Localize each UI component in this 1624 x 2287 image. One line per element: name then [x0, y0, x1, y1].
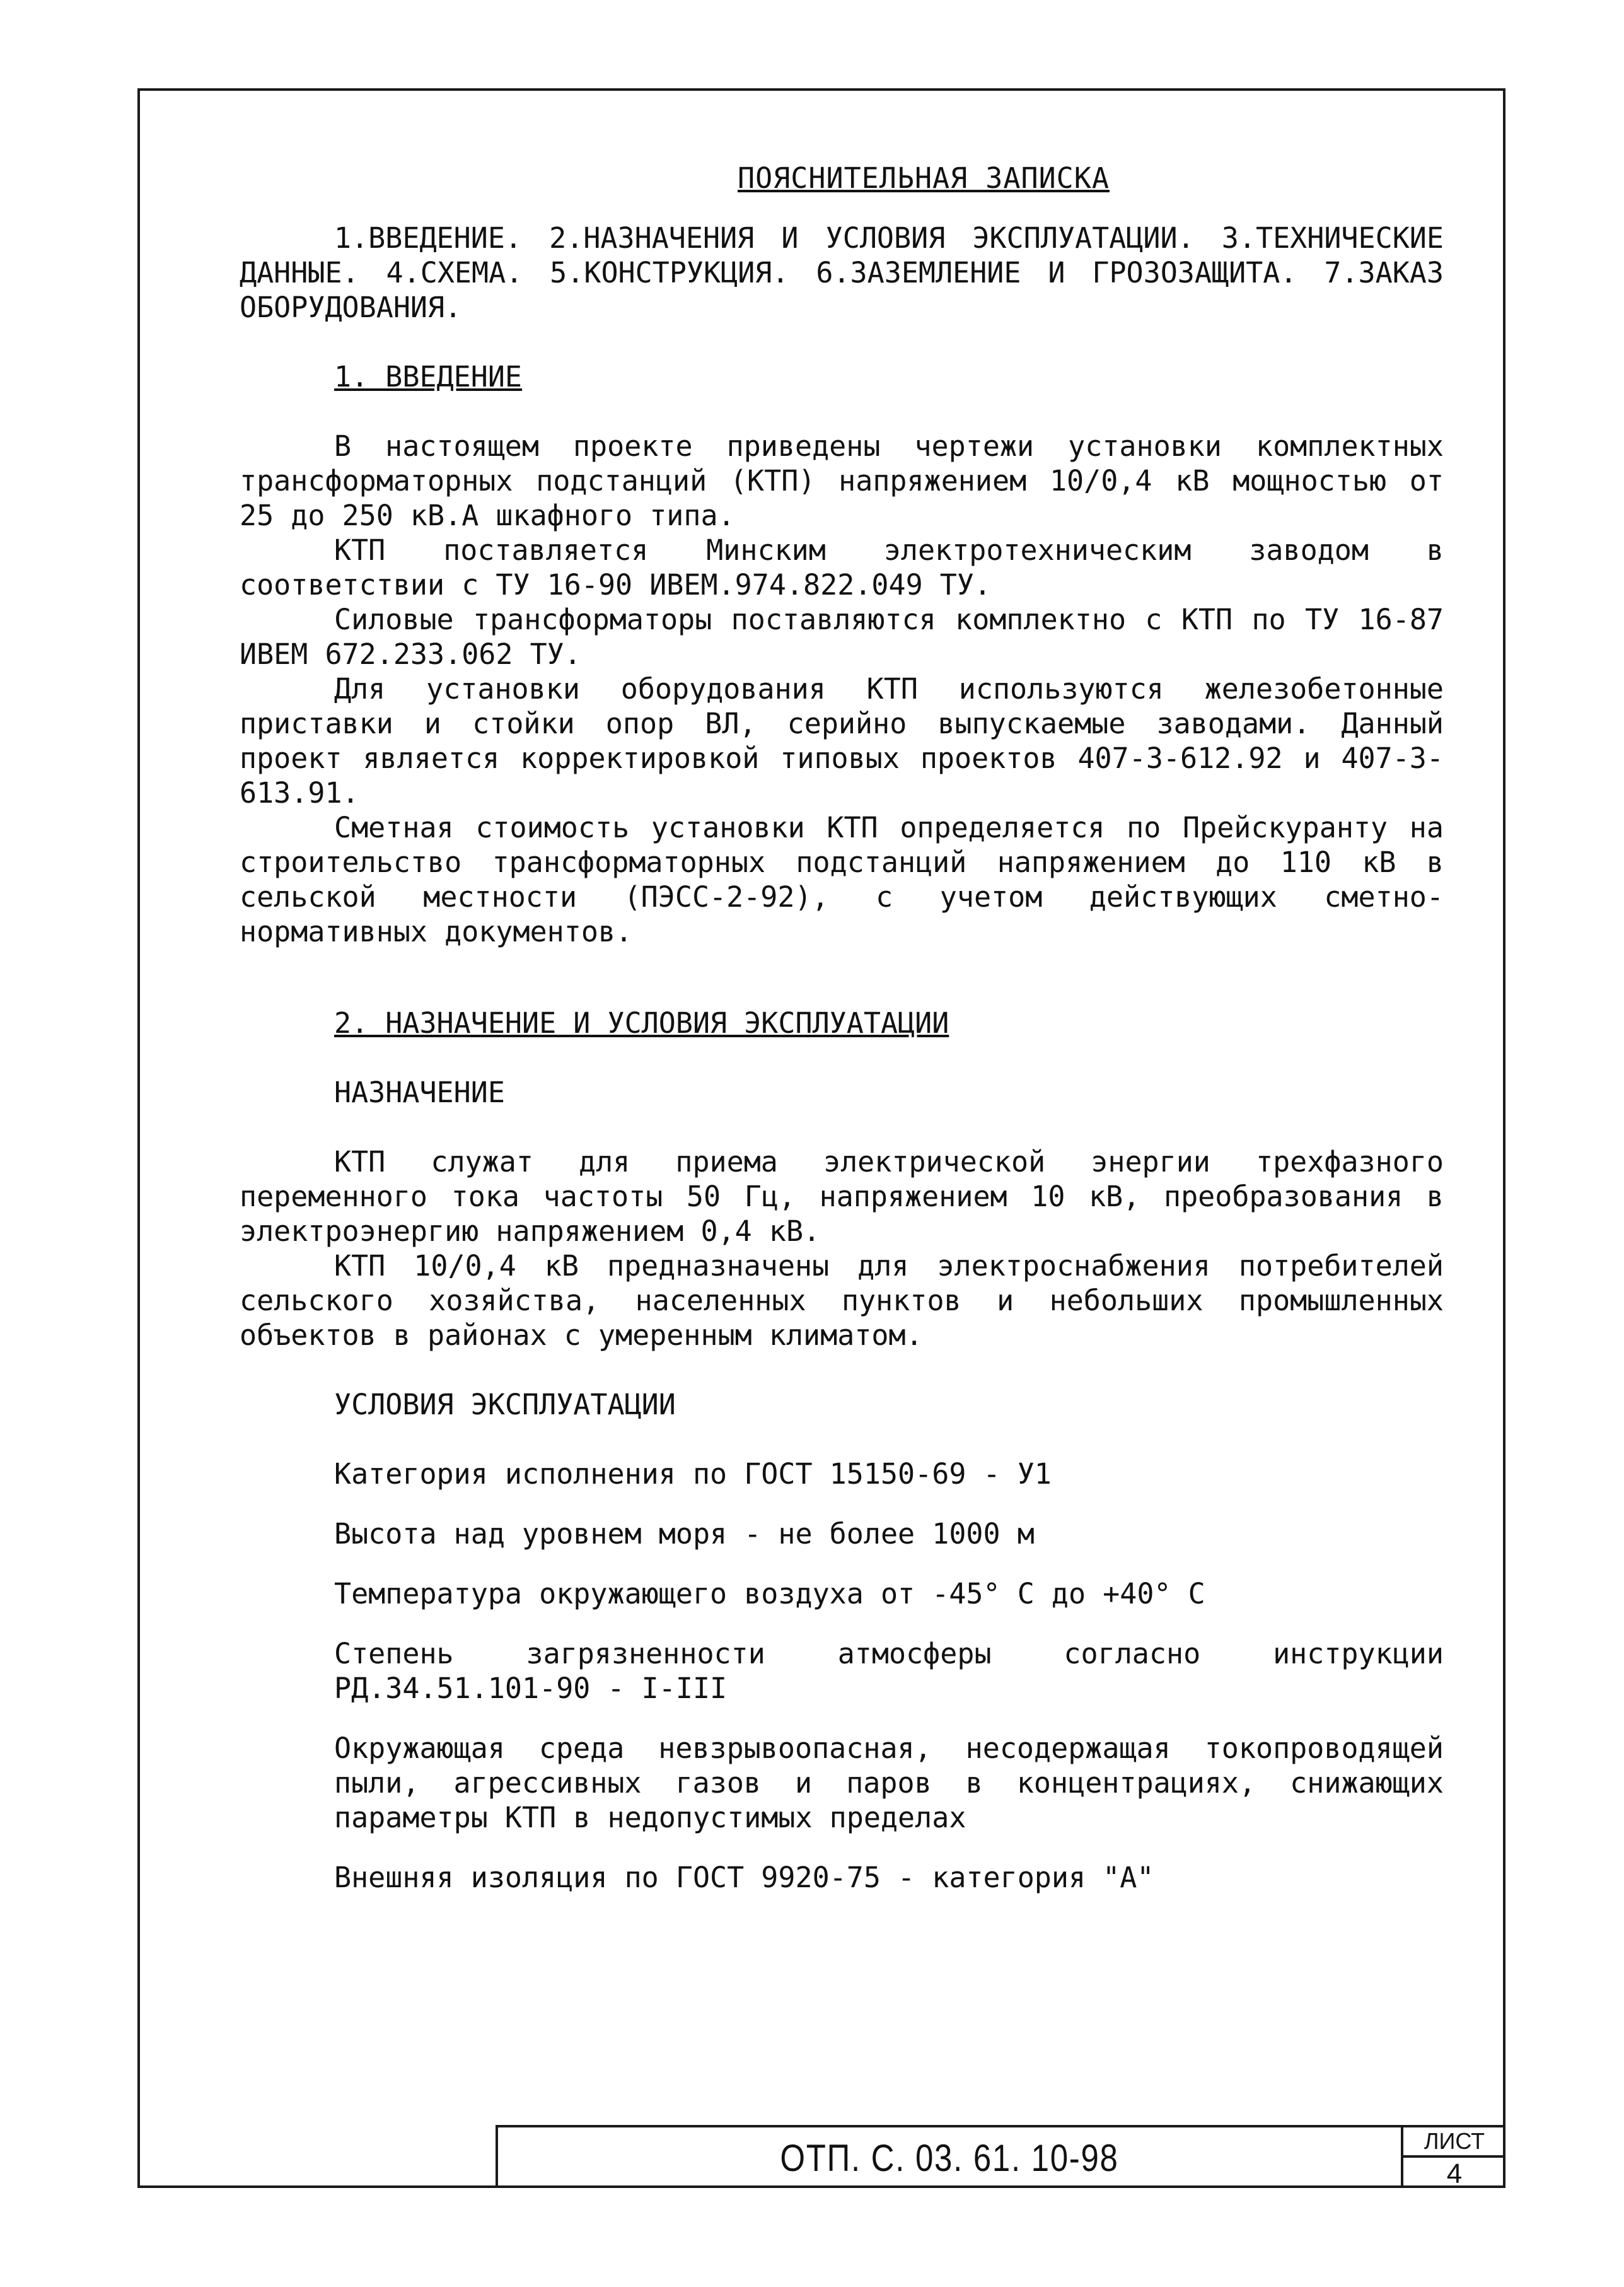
condition-item: Внешняя изоляция по ГОСТ 9920-75 - категория "А" — [334, 1861, 1154, 1894]
condition-item: Температура окружающего воздуха от -45° С до +40° С — [334, 1577, 1205, 1610]
section-2-heading: 2. НАЗНАЧЕНИЕ И УСЛОВИЯ ЭКСПЛУАТАЦИИ — [334, 1006, 949, 1040]
title-block — [496, 2125, 1505, 2188]
condition-item: Категория исполнения по ГОСТ 15150-69 - У1 — [334, 1457, 1052, 1491]
purpose-paragraph: КТП служат для приема электрической энергии трехфазного переменного тока частоты 50 Гц, напряжением 10 кВ, преобразования в электроэнергию напряжением 0,4 кВ. — [240, 1145, 1444, 1248]
document-title: ПОЯСНИТЕЛЬНАЯ ЗАПИСКА — [738, 161, 1110, 195]
section-1-paragraph: КТП поставляется Минским электротехническим заводом в соответствии с ТУ 16-90 ИВЕМ.974.822.049 ТУ. — [240, 533, 1444, 602]
sheet-cell — [1401, 2127, 1505, 2188]
sheet-label: ЛИСТ — [1403, 2127, 1505, 2158]
purpose-label: НАЗНАЧЕНИЕ — [334, 1076, 505, 1109]
sheet-number: 4 — [1446, 2158, 1463, 2189]
conditions-label: УСЛОВИЯ ЭКСПЛУАТАЦИИ — [334, 1388, 676, 1421]
section-1-paragraph: Силовые трансформаторы поставляются комплектно с КТП по ТУ 16-87 ИВЕМ 672.233.062 ТУ. — [240, 603, 1444, 671]
condition-item: Высота над уровнем моря - не более 1000 м — [334, 1517, 1035, 1551]
document-code: ОТП. С. 03. 61. 10-98 — [780, 2136, 1119, 2179]
table-of-contents: 1.ВВЕДЕНИЕ. 2.НАЗНАЧЕНИЯ И УСЛОВИЯ ЭКСПЛУАТАЦИИ. 3.ТЕХНИЧЕСКИЕ ДАННЫЕ. 4.СХЕМА. 5.КОНСТРУКЦИЯ. 6.ЗАЗЕМЛЕНИЕ И ГРОЗОЗАЩИТА. 7.ЗАКАЗ ОБОРУДОВАНИЯ. — [240, 221, 1444, 324]
section-1-heading: 1. ВВЕДЕНИЕ — [334, 360, 523, 393]
purpose-paragraph: КТП 10/0,4 кВ предназначены для электроснабжения потребителей сельского хозяйства, населенных пунктов и небольших промышленных объектов в районах с умеренным климатом. — [240, 1249, 1444, 1352]
condition-item: Степень загрязненности атмосферы согласно инструкции РД.34.51.101-90 - I-III — [334, 1637, 1444, 1705]
document-body — [240, 161, 1444, 1895]
section-1-paragraph: Сметная стоимость установки КТП определяется по Прейскуранту на строительство трансформаторных подстанций напряжением до 110 кВ в сельской местности (ПЭСС-2-92), с учетом действующих сметно-нормативных документов. — [240, 811, 1444, 948]
section-1-paragraph: В настоящем проекте приведены чертежи установки комплектных трансформаторных подстанций (КТП) напряжением 10/0,4 кВ мощностью от 25 до 250 кВ.А шкафного типа. — [240, 429, 1444, 532]
condition-item: Окружающая среда невзрывоопасная, несодержащая токопроводящей пыли, агрессивных газов и паров в концентрациях, снижающих параметры КТП в недопустимых пределах — [334, 1731, 1444, 1834]
section-1-paragraph: Для установки оборудования КТП используются железобетонные приставки и стойки опор ВЛ, серийно выпускаемые заводами. Данный проект является корректировкой типовых проектов 407-3-612.92 и 407-3-613.91. — [240, 672, 1444, 810]
